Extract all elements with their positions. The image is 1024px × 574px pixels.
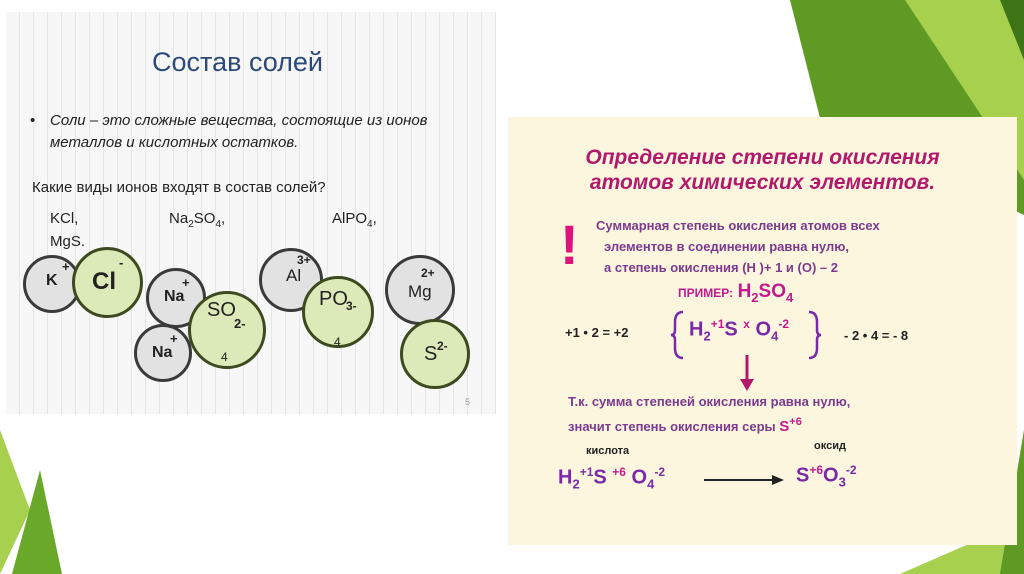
ion-po4-symbol: PO bbox=[319, 288, 348, 310]
example-line bbox=[678, 281, 793, 305]
ion-so4-symbol: SO bbox=[207, 299, 236, 321]
definition-text: Соли – это сложные вещества, состоящие из ионов металлов и кислотных остатков. bbox=[50, 112, 428, 151]
ion-so4-index: 4 bbox=[221, 350, 228, 364]
reaction-arrow-icon bbox=[704, 473, 784, 487]
ion-al-symbol: Al bbox=[286, 266, 302, 285]
definition-bullet bbox=[32, 110, 472, 154]
slide-title-oxidation: Определение степени окисления атомов химических элементов. bbox=[585, 146, 940, 194]
rule-text: Суммарная степень окисления атомов всех элементов в соединении равна нулю, а степень окисления (Н )+ 1 и (О) – 2 bbox=[596, 218, 880, 275]
ion-so4-charge: 2- bbox=[234, 316, 246, 331]
question-text: Какие виды ионов входят в состав солей? bbox=[32, 179, 326, 196]
page-number: 5 bbox=[465, 397, 471, 407]
oxide-formula: $S^{+6}O_3^{-2}$ bbox=[796, 463, 857, 490]
acid-formula: $H_2^{+1}S$ $^{+6}$ $O_4^{-2}$ bbox=[558, 465, 665, 492]
slide-title: Состав солей bbox=[152, 47, 324, 77]
ion-s-symbol: S bbox=[424, 343, 438, 365]
calc-oxygen: - 2 • 4 = - 8 bbox=[844, 328, 909, 343]
acid-label: кислота bbox=[586, 445, 630, 457]
formula-na2so4: $Na_2SO_4$, bbox=[169, 210, 226, 230]
ion-cl-symbol: Cl bbox=[92, 268, 116, 295]
conclusion-text: Т.к. сумма степеней окисления равна нулю, значит степень окисления серы $S^{+6}$ bbox=[568, 394, 851, 435]
bullet-dot-icon: • bbox=[30, 112, 36, 129]
formula-kcl: KCl, bbox=[50, 210, 79, 227]
slide-oxidation-state bbox=[508, 117, 1017, 545]
example-formula: $H_2SO_4$ bbox=[737, 281, 794, 305]
ion-na-2-symbol: Na bbox=[152, 344, 173, 361]
ion-na-2-charge: + bbox=[170, 331, 178, 346]
ion-cl-charge: - bbox=[119, 255, 124, 270]
exclamation-mark-icon: ! bbox=[560, 213, 579, 276]
ion-po4-charge: 3- bbox=[346, 299, 357, 313]
formula-alpo4: AlPO$_4$, bbox=[332, 210, 377, 230]
ion-mg-symbol: Mg bbox=[408, 282, 432, 301]
main-formula: $H_2^{+1}S$ $^x$ $O_4^{-2}$ bbox=[689, 317, 789, 344]
ion-al-charge: 3+ bbox=[297, 253, 311, 267]
ion-po4-index: 4 bbox=[334, 335, 341, 349]
ion-s-charge: 2- bbox=[437, 339, 448, 353]
ion-na-1-symbol: Na bbox=[164, 288, 185, 305]
ion-k-charge: + bbox=[62, 259, 70, 274]
calc-hydrogen: +1 • 2 = +2 bbox=[565, 325, 629, 340]
example-label: ПРИМЕР: bbox=[678, 286, 734, 300]
ion-mg-charge: 2+ bbox=[421, 266, 435, 280]
slide-salt-composition bbox=[6, 12, 496, 414]
ion-k-symbol: K bbox=[46, 272, 58, 289]
down-arrow-icon bbox=[740, 355, 754, 391]
oxide-label: оксид bbox=[814, 440, 846, 452]
ion-na-1-charge: + bbox=[182, 275, 190, 290]
formula-mgs: MgS. bbox=[50, 233, 86, 250]
